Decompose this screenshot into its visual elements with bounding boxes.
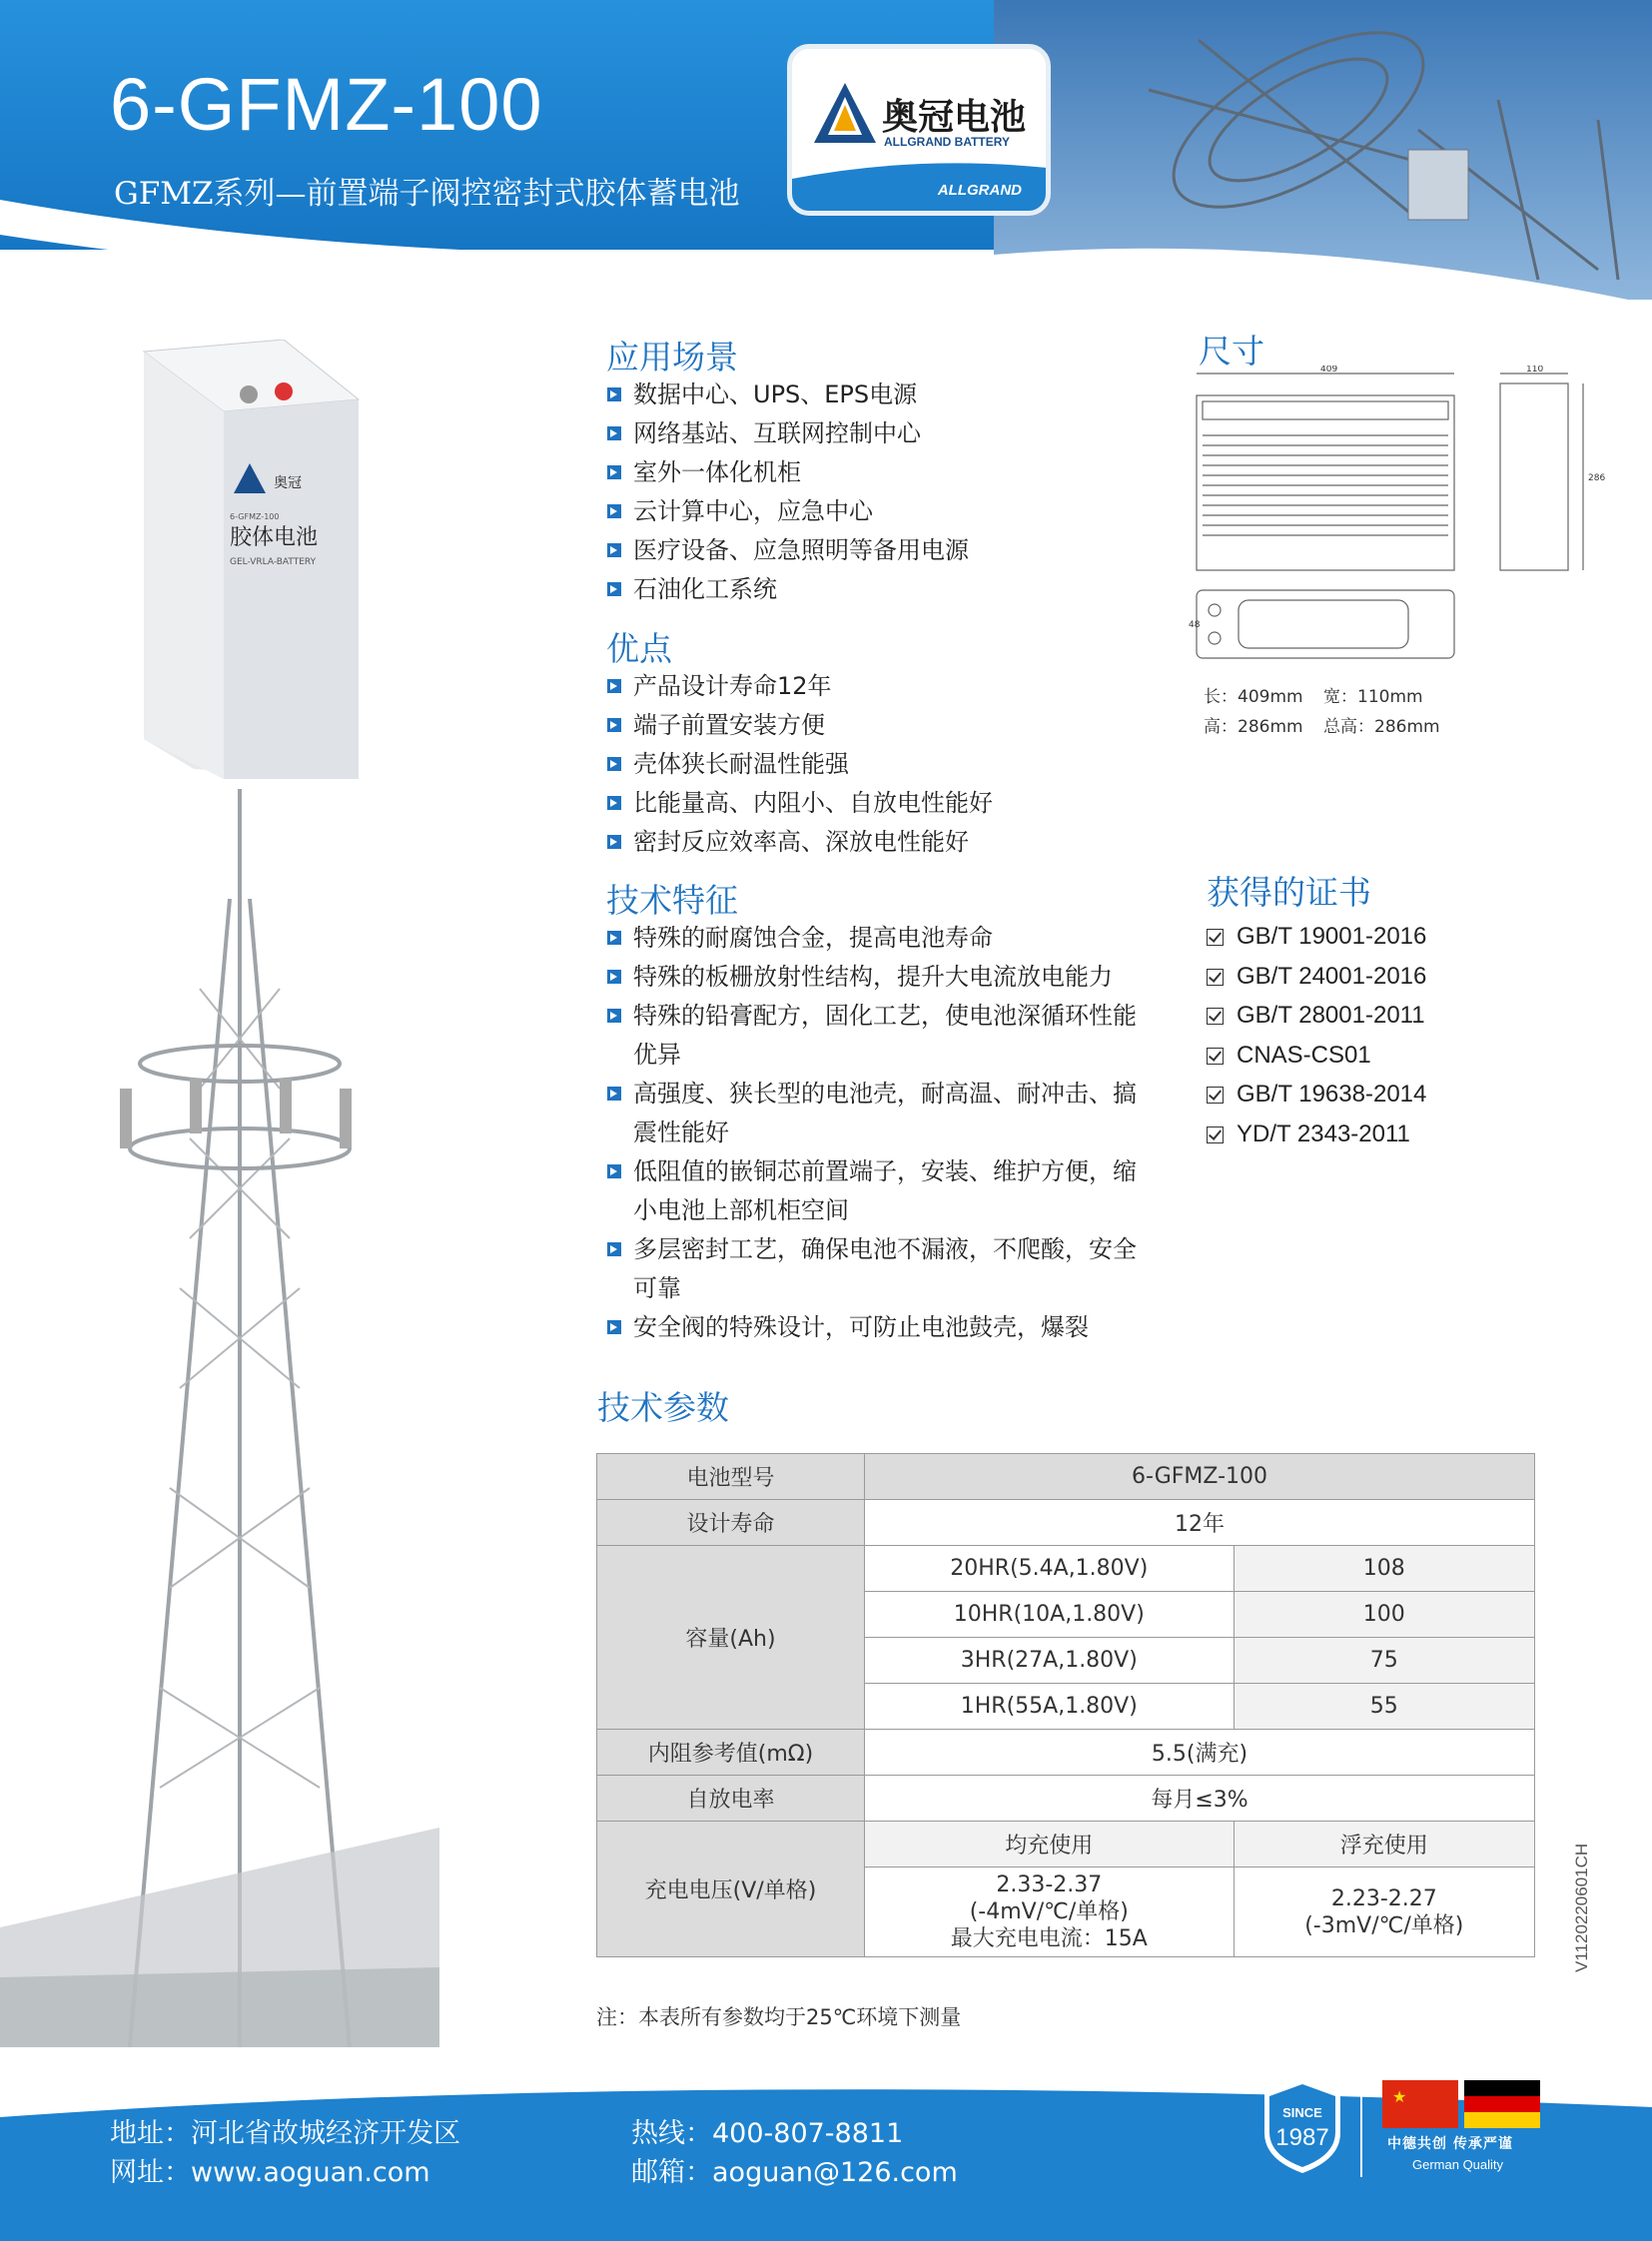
applications-list (607, 375, 969, 609)
list-item: GB/T 24001-2016 (1207, 957, 1426, 997)
table-cell: 1HR(55A,1.80V) (865, 1684, 1235, 1730)
bullet-icon (607, 757, 621, 771)
bullet-icon (607, 582, 621, 596)
features-title: 技术特征 (606, 881, 738, 920)
bullet-icon (607, 504, 621, 518)
table-cell: 20HR(5.4A,1.80V) (865, 1546, 1235, 1592)
list-item: 壳体狭长耐温性能强 (607, 745, 993, 784)
checkbox-icon (1207, 1008, 1224, 1025)
list-item: 安全阀的特殊设计，可防止电池鼓壳，爆裂 (607, 1308, 1137, 1347)
specs-table (596, 1453, 1535, 1957)
bullet-icon (607, 796, 621, 810)
table-cell: 55 (1234, 1684, 1534, 1730)
advantages-list (607, 667, 993, 862)
german-quality-text: German Quality (1412, 2157, 1504, 2172)
triangle-logo-icon (810, 79, 880, 147)
list-item: 网络基站、互联网控制中心 (607, 414, 969, 453)
list-item: 室外一体化机柜 (607, 453, 969, 492)
list-item: 云计算中心，应急中心 (607, 492, 969, 531)
measurement-note: 注：本表所有参数均于25℃环境下测量 (596, 2005, 962, 2029)
svg-text:6-GFMZ-100: 6-GFMZ-100 (230, 512, 280, 521)
bullet-icon (607, 718, 621, 732)
since-year: 1987 (1275, 2124, 1329, 2151)
list-item: 特殊的耐腐蚀合金，提高电池寿命 (607, 919, 1137, 958)
table-cell: 自放电率 (597, 1776, 865, 1822)
table-cell: 5.5(满充) (865, 1730, 1535, 1776)
list-item: 石油化工系统 (607, 570, 969, 609)
table-cell: 75 (1234, 1638, 1534, 1684)
list-item: 数据中心、UPS、EPS电源 (607, 375, 969, 414)
total-height-spec: 总高：286mm (1323, 717, 1440, 737)
table-cell: 100 (1234, 1592, 1534, 1638)
bullet-icon (607, 970, 621, 984)
list-item: 密封反应效率高、深放电性能好 (607, 823, 993, 862)
bullet-icon (607, 387, 621, 401)
certificates-title: 获得的证书 (1207, 873, 1371, 912)
width-label: 110 (1526, 366, 1544, 374)
list-item: GB/T 19638-2014 (1207, 1075, 1426, 1115)
battery-product-image (134, 340, 374, 781)
params-title: 技术参数 (597, 1388, 729, 1427)
svg-text:奥冠: 奥冠 (274, 475, 302, 491)
list-item: YD/T 2343-2011 (1207, 1115, 1426, 1154)
bullet-icon (607, 835, 621, 849)
bullet-icon (607, 1242, 621, 1256)
list-item: 多层密封工艺，确保电池不漏液，不爬酸，安全 可靠 (607, 1230, 1137, 1308)
list-item: 端子前置安装方便 (607, 706, 993, 745)
telecom-tower-image (0, 789, 439, 2047)
svg-text:GEL-VRLA-BATTERY: GEL-VRLA-BATTERY (230, 557, 317, 567)
advantages-title: 优点 (606, 629, 672, 668)
table-cell: 设计寿命 (597, 1500, 865, 1546)
website-link[interactable]: 网址：www.aoguan.com (110, 2157, 430, 2188)
flags-icon (1382, 2080, 1542, 2128)
list-item: CNAS-CS01 (1207, 1036, 1426, 1076)
table-cell: 10HR(10A,1.80V) (865, 1592, 1235, 1638)
bullet-icon (607, 426, 621, 440)
since-badge-icon (1260, 2077, 1344, 2175)
list-item: GB/T 28001-2011 (1207, 996, 1426, 1036)
bullet-icon (607, 1009, 621, 1023)
table-cell: 内阻参考值(mΩ) (597, 1730, 865, 1776)
features-list (607, 919, 1137, 1347)
checkbox-icon (1207, 969, 1224, 986)
logo-chinese-text: 奥冠电池 (882, 97, 1027, 138)
table-cell: 充电电压(V/单格) (597, 1822, 865, 1957)
list-item: 产品设计寿命12年 (607, 667, 993, 706)
table-row (597, 1454, 1535, 1500)
footer-divider (1360, 2077, 1362, 2177)
length-label: 409 (1320, 366, 1338, 374)
table-row (597, 1500, 1535, 1546)
applications-title: 应用场景 (606, 338, 738, 376)
table-row (597, 1776, 1535, 1822)
table-cell: 12年 (865, 1500, 1535, 1546)
dimensions-title: 尺寸 (1199, 332, 1264, 371)
length-spec: 长：409mm (1204, 687, 1303, 707)
table-cell: 108 (1234, 1546, 1534, 1592)
bullet-icon (607, 465, 621, 479)
list-item: 医疗设备、应急照明等备用电源 (607, 531, 969, 570)
table-cell: 3HR(27A,1.80V) (865, 1638, 1235, 1684)
address-text: 地址：河北省故城经济开发区 (110, 2118, 460, 2149)
width-spec: 宽：110mm (1323, 687, 1423, 707)
bullet-icon (607, 931, 621, 945)
height-label: 286 (1588, 473, 1606, 483)
bullet-icon (607, 679, 621, 693)
list-item: 低阻值的嵌铜芯前置端子，安装、维护方便，缩 小电池上部机柜空间 (607, 1152, 1137, 1230)
dimension-drawing (1189, 366, 1608, 665)
table-cell: 电池型号 (597, 1454, 865, 1500)
checkbox-icon (1207, 1048, 1224, 1065)
table-cell: 6-GFMZ-100 (865, 1454, 1535, 1500)
quality-slogan: 中德共创 传承严谨 (1387, 2136, 1513, 2152)
logo-english-text: ALLGRAND BATTERY (884, 135, 1010, 149)
table-cell: 浮充使用 (1234, 1822, 1534, 1868)
list-item: 特殊的板栅放射性结构，提升大电流放电能力 (607, 958, 1137, 997)
bullet-icon (607, 1320, 621, 1334)
hotline-text[interactable]: 热线：400-807-8811 (631, 2118, 904, 2149)
series-subtitle: GFMZ系列—前置端子阀控密封式胶体蓄电池 (114, 176, 740, 212)
table-cell: 均充使用 (865, 1822, 1235, 1868)
table-row (597, 1546, 1535, 1592)
svg-text:★: ★ (1392, 2087, 1407, 2106)
version-code: V1120220601CH (1572, 1843, 1591, 1972)
table-row (597, 1730, 1535, 1776)
bullet-icon (607, 543, 621, 557)
certificates-list (1207, 917, 1426, 1153)
checkbox-icon (1207, 1087, 1224, 1104)
table-cell: 2.23-2.27 (-3mV/℃/单格) (1234, 1868, 1534, 1957)
header-banner (0, 0, 1652, 300)
model-title: 6-GFMZ-100 (110, 63, 543, 146)
height-spec: 高：286mm (1204, 717, 1303, 737)
checkbox-icon (1207, 1126, 1224, 1143)
email-link[interactable]: 邮箱：aoguan@126.com (631, 2157, 958, 2188)
svg-text:胶体电池: 胶体电池 (230, 525, 319, 550)
list-item: 比能量高、内阻小、自放电性能好 (607, 784, 993, 823)
list-item: 高强度、狭长型的电池壳，耐高温、耐冲击、搞 震性能好 (607, 1075, 1137, 1152)
brand-logo (787, 44, 1051, 216)
table-cell: 容量(Ah) (597, 1546, 865, 1730)
bullet-icon (607, 1164, 621, 1178)
table-cell: 每月≤3% (865, 1776, 1535, 1822)
checkbox-icon (1207, 929, 1224, 946)
list-item: GB/T 19001-2016 (1207, 917, 1426, 957)
since-label: SINCE (1282, 2105, 1322, 2120)
list-item: 特殊的铅膏配方，固化工艺，使电池深循环性能 优异 (607, 997, 1137, 1075)
table-cell: 2.33-2.37 (-4mV/℃/单格) 最大充电电流：15A (865, 1868, 1235, 1957)
table-row (597, 1822, 1535, 1868)
bullet-icon (607, 1087, 621, 1101)
depth-label: 48 (1189, 620, 1201, 630)
logo-band-text: ALLGRAND (937, 182, 1022, 199)
